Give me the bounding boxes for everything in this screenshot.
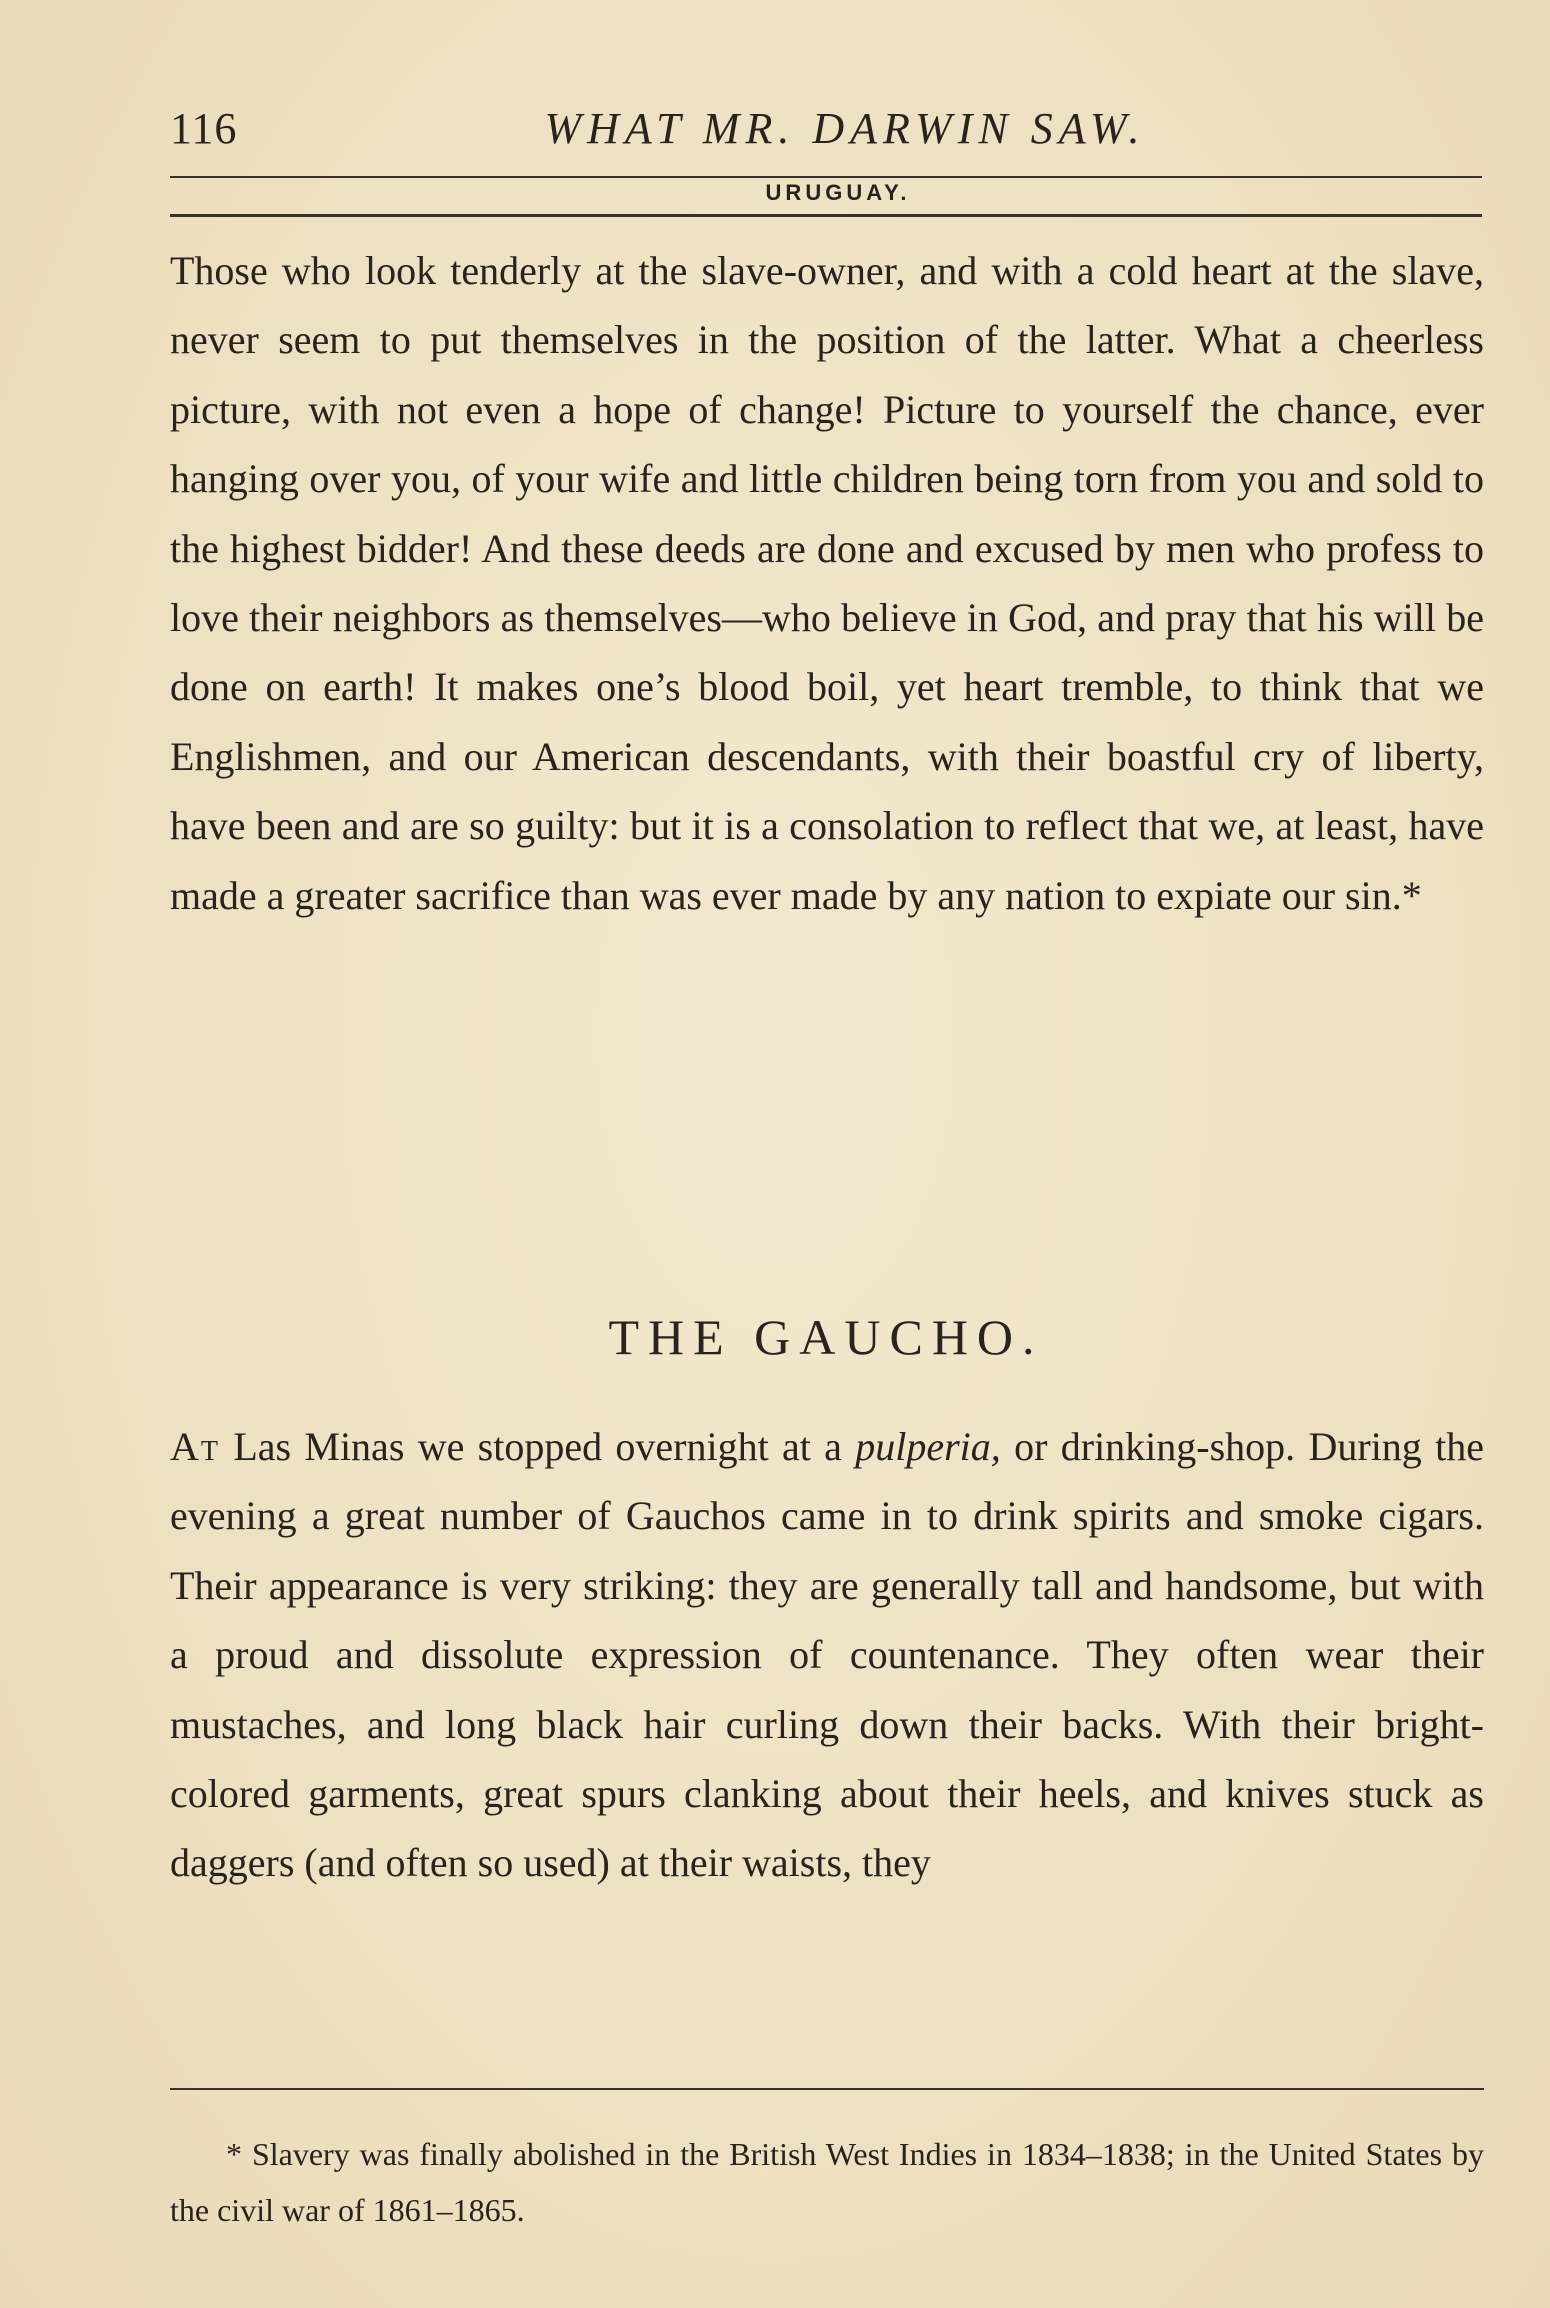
page-number: 116 xyxy=(170,104,238,153)
section-label: URUGUAY. xyxy=(765,180,911,205)
section-heading: THE GAUCHO. xyxy=(608,1309,1044,1365)
header-rule-top xyxy=(170,176,1482,178)
paragraph-text-start: Las Minas we stopped overnight at a xyxy=(220,1424,856,1469)
paragraph-slavery: Those who look tenderly at the slave-owner, and with a cold heart at the slave, never seem to put themselves in the position of the latter. What a cheerless picture, with not even a hope of change! Picture to yourself the chance, ever hanging over you, of your wife and little children being torn from you and sold to the highest bidder! And these deeds are done and excused by men who profess to love their neighbors as themselves—who believe in God, and pray that his will be done on earth! It makes one’s blood boil, yet heart tremble, to think that we Englishmen, and our American descendants, with their boastful cry of liberty, have been and are so guilty: but it is a consolation to reflect that we, at least, have made a greater sacrifice than was ever made by any nation to expiate our sin.* xyxy=(170,248,1484,918)
footnote-rule xyxy=(170,2088,1484,2090)
header-rule-bottom xyxy=(170,214,1482,217)
paragraph-gaucho xyxy=(170,1412,1484,1898)
paragraph-text-rest: or drinking-shop. During the evening a great number of Gauchos came in to drink spirits and smoke cigars. Their appearance is very striking: they are generally tall and handsome, but with a proud and dissolute expression of countenance. They often wear their mustaches, and long black hair curling down their backs. With their bright-colored garments, great spurs clanking about their heels, and knives stuck as daggers (and often so used) at their waists, they xyxy=(170,1424,1484,1886)
footnote xyxy=(170,2126,1484,2238)
paragraph-opening-word: At xyxy=(170,1424,220,1469)
italic-term: pulperia, xyxy=(855,1424,1001,1469)
footnote-text: Slavery was finally abolished in the British West Indies in 1834–1838; in the United States by the civil war of 1861–1865. xyxy=(170,2136,1485,2228)
footnote-marker: * xyxy=(226,2136,242,2172)
book-title: WHAT MR. DARWIN SAW. xyxy=(544,104,1146,153)
running-head xyxy=(170,95,1480,165)
